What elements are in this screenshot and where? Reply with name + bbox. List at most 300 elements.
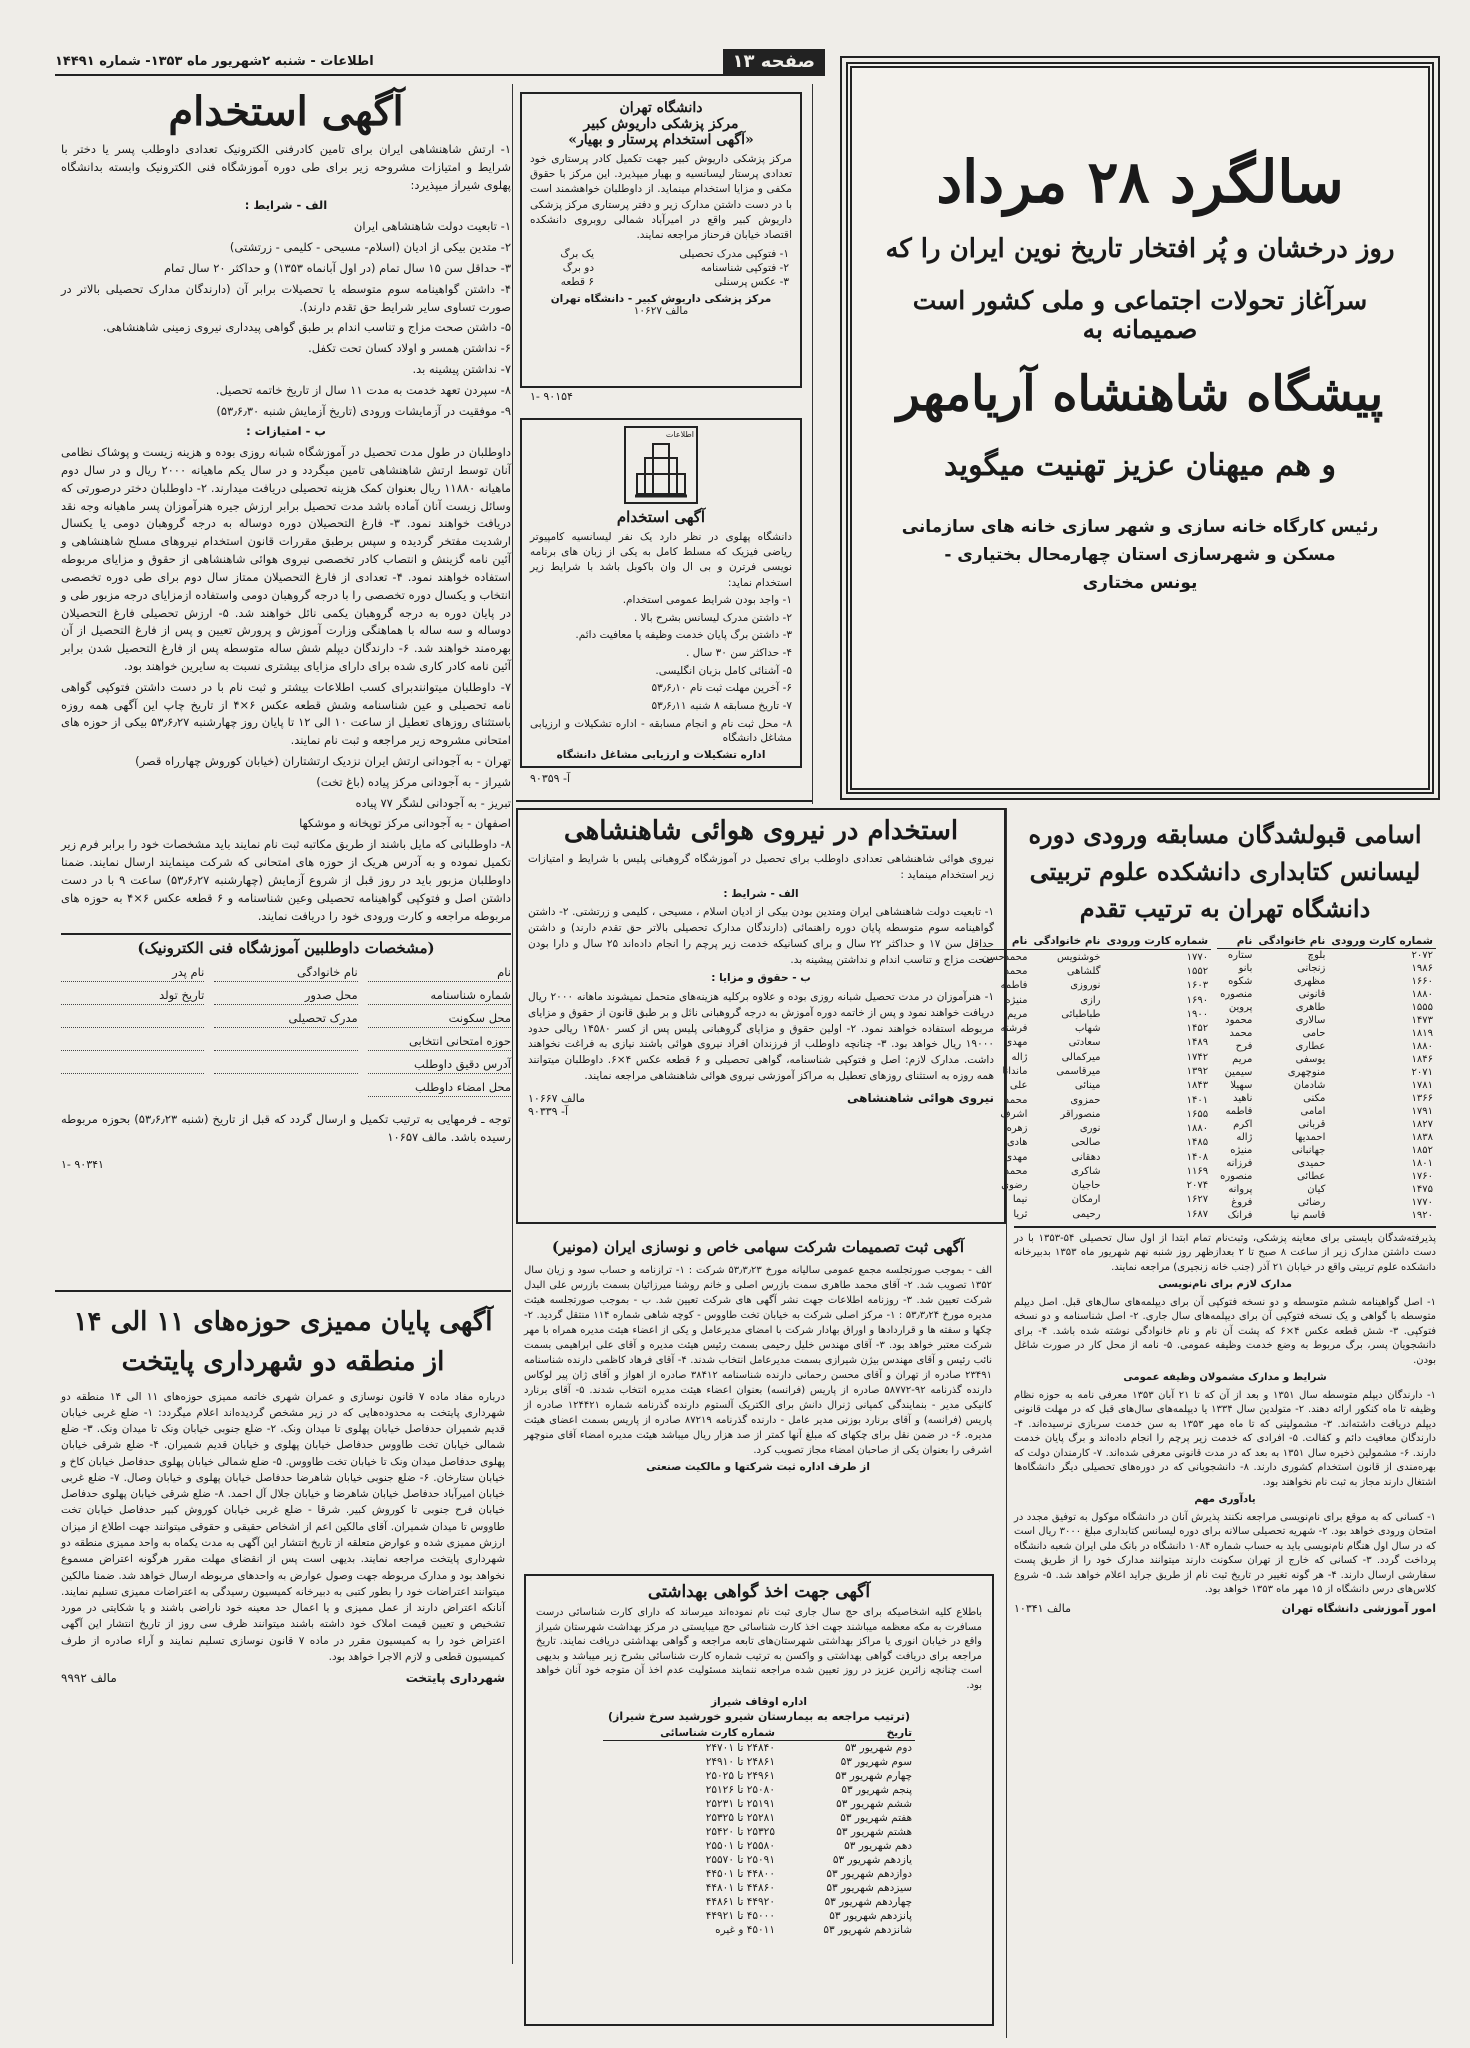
table-row — [979, 1007, 1211, 1021]
table-row — [603, 1797, 915, 1811]
table-cell: ۱۶۶۰ — [1411, 975, 1433, 987]
airforce-ad — [516, 808, 1006, 1224]
table-cell: ژاله — [1011, 1051, 1028, 1063]
municipal-code: مالف ۹۹۹۲ — [61, 1671, 117, 1686]
table-cell: مکنی — [1303, 1092, 1326, 1104]
table-cell: ستاره — [1227, 949, 1253, 961]
table-cell: ۱۵۵۲ — [1186, 965, 1209, 977]
university-logo — [624, 426, 698, 504]
pahlavi-cond: ۶- آخرین مهلت ثبت نام ۵۳٫۶٫۱۰ — [651, 682, 792, 695]
table-cell: حمیدی — [1297, 1157, 1326, 1169]
table-cell: رضوی — [1001, 1180, 1028, 1192]
employment-cond: ۶- نداشتن همسر و اولاد کسان تحت تکفل. — [308, 341, 511, 356]
table-row — [979, 993, 1211, 1007]
table-cell: ۱۸۲۷ — [1411, 1118, 1433, 1130]
health-title: آگهی جهت اخذ گواهی بهداشتی — [647, 1582, 871, 1602]
anniversary-line2: سرآغاز تحولات اجتماعی و ملی کشور است صمیمانه به — [912, 286, 1368, 344]
pahlavi-cond: ۳- داشتن برگ پایان خدمت وظیفه یا معافیت دائم. — [575, 629, 792, 642]
table-row — [603, 1783, 915, 1797]
table-cell: بلوچ — [1307, 949, 1326, 961]
table-row — [979, 1107, 1211, 1121]
table-cell: سهیلا — [1230, 1079, 1253, 1091]
table-cell: ماندانا — [1002, 1065, 1028, 1077]
table-cell: نوروزی — [1070, 980, 1101, 992]
table-cell: ۱۸۸۰ — [1411, 1040, 1433, 1052]
table-cell: چهارم شهریور ۵۳ — [835, 1770, 913, 1782]
table-row — [1217, 988, 1436, 1001]
table-cell: بانو — [1238, 962, 1253, 974]
airforce-perks: ۱- هنرآموزان در مدت تحصیل شبانه روزی بوده و علاوه برکلیه هزینه‌های متحمل نمیشوند ماهانه ۲۰۰۰ ریال دریافت خواهند نمود و پس از خاتمه دوره آموزش به درجه گروهبانی نائل و بر طبق قانون از حقوق و مزایای مربوطه استفاده خواهند نمود. ۲- اولین حقوق و مزایای گروهبانی پلیس پس از کسر ۱۴۵۸۰ ریالی حدود ۱۹۰۰۰ ریال خواهد بود. ۳- چنانچه داوطلب از فرزندان افراد نیروی هوائی باشند نیازی به فراغت نخواهند داشت. مدارک لازم: اصل و فتوکپی شناسنامه، گواهی تحصیلی و ۶ قطعه عکس ۴×۶. داوطلبان میتوانند همه روزه به استثنای روزهای تعطیل به مراکز آموزشی نیروی هوائی شاهنشاهی مراجعه نمایند. — [528, 991, 995, 1082]
table-cell: دوم شهریور ۵۳ — [845, 1742, 913, 1754]
airforce-code: مالف ۱۰۶۶۷ — [528, 1091, 586, 1105]
employment-registration: ۷- داوطلبان میتوانندبرای کسب اطلاعات بیشتر و ثبت نام با در دست داشتن فتوکپی گواهی نامه تحصیلی و عین شناسنامه وشش قطعه عکس ۶×۴ از تاریخ چاپ این آگهی همه روزه باستثنای روزهای تعطیل از ساعت ۱۰ الی ۱۲ تا پایان روز چهارشنبه ۵۳٫۶٫۲۷ بیکی از حوزه های امتحانی مشروحه زیر مراجعه و ثبت نام نمایند. — [61, 679, 511, 748]
table-cell: ۲۵۳۲۵ تا ۲۵۴۲۰ — [705, 1826, 775, 1838]
table-cell: طاهری — [1295, 1001, 1326, 1013]
table-row — [979, 1193, 1211, 1207]
health-ad — [524, 1574, 994, 2026]
table-cell: مهدی — [1004, 1151, 1028, 1163]
table-cell: جهانبانی — [1291, 1144, 1326, 1156]
table-row — [1217, 1183, 1436, 1196]
table-cell: شادمان — [1293, 1079, 1326, 1091]
table-cell: فرزانه — [1226, 1157, 1253, 1169]
table-row — [979, 1036, 1211, 1050]
table-cell: ۲۵۲۸۱ تا ۲۵۳۲۵ — [705, 1812, 775, 1824]
anniversary-sign2: مسکن و شهرسازی استان چهارمحال بختیاری - — [944, 545, 1336, 565]
table-row — [603, 1881, 915, 1895]
airforce-section-b: ب - حقوق و مزایا : — [711, 972, 811, 985]
results-body: پذیرفته‌شدگان بایستی برای معاینه پزشکی، وثبت‌نام تمام ابتدا از اول سال تحصیلی ۵۴-۱۳۵۳ با در دست داشتن مدارک زیر از ساعت ۸ صبح تا ۲ بعدازظهر روز شنبه نهم شهریور ماه ۱۳۵۳ بدبیرخانه دانشکده علوم تربیتی واقع در خیابان ۲۱ آذر (جنب خانه زنجیری) مراجعه نمایند. — [1014, 1232, 1436, 1273]
table-cell: ۱۷۶۰ — [1411, 1170, 1433, 1182]
table-cell: فاطمه — [1000, 980, 1028, 992]
table-cell: ۴۵۰۱۱ و غیره — [715, 1924, 775, 1936]
table-cell: ۱۹۸۶ — [1411, 962, 1433, 974]
employment-cond: ۹- موفقیت در آزمایشات ورودی (تاریخ آزمایش شنبه ۵۳٫۶٫۳۰) — [216, 403, 511, 418]
table-cell: پروانه — [1228, 1183, 1253, 1195]
form-field-family: نام خانوادگی — [214, 965, 357, 982]
employment-footer: توجه ـ فرمهایی به ترتیب تکمیل و ارسال گردد که قبل از تاریخ (شنبه ۵۳٫۶٫۲۳) بحوزه مربوطه رسیده باشد. مالف ۱۰۶۵۷ — [61, 1112, 511, 1145]
table-row — [1217, 1157, 1436, 1170]
table-row — [979, 1079, 1211, 1093]
table-cell: ۱۹۲۰ — [1411, 1209, 1433, 1221]
employment-cond: ۸- سپردن تعهد خدمت به مدت ۱۱ سال از تاریخ خاتمه تحصیل. — [215, 382, 511, 397]
table-cell: محمد — [1229, 1027, 1253, 1039]
table-cell: دهقانی — [1071, 1151, 1101, 1163]
health-schedule — [603, 1726, 915, 1937]
table-cell: ۱۴۰۱ — [1186, 1094, 1209, 1106]
employment-ad — [55, 84, 517, 1282]
tehran-univ-line1: دانشگاه تهران — [619, 100, 703, 116]
results-docs: ۱- اصل گواهینامه ششم متوسطه و دو نسخه فتوکپی آن برای دیپلمه‌های سال‌های قبل. اصل دیپلم متوسطه با گواهی و یک نسخه فتوکپی آن برای دیپلمه‌های سال جاری. ۲- اصل شناسنامه و دو نسخه فتوکپی. ۳- شش قطعه عکس ۴×۶ که پشت آن نام و نام خانوادگی نوشته شده باشد. ۴- برای دانشجویان پسر، برگ مربوط به وضع خدمت وظیفه عمومی. ۵- نامه از محل کار در صورت شاغل بودن. — [1014, 1296, 1436, 1366]
table-cell: پانزدهم شهریور ۵۳ — [829, 1910, 913, 1922]
form-field-blank — [214, 1034, 357, 1051]
table-cell: یازدهم شهریور ۵۳ — [832, 1854, 913, 1866]
table-row — [979, 1207, 1211, 1221]
table-row: ۳- عکس پرسنلی ۶ قطعه — [560, 276, 789, 289]
pahlavi-cond: ۴- حداکثر سن ۳۰ سال . — [685, 646, 792, 659]
anniversary-sign3: یونس مختاری — [1082, 573, 1198, 593]
table-row — [1217, 1131, 1436, 1144]
form-field-blank — [214, 1057, 357, 1074]
table-cell: فاطمه — [1225, 1105, 1253, 1117]
table-cell: حاجیان — [1071, 1180, 1101, 1192]
form-field-blank — [61, 1011, 204, 1028]
table-cell: سیزدهم شهریور ۵۳ — [826, 1882, 913, 1894]
table-cell: فرح — [1235, 1040, 1253, 1052]
table-cell: شانزدهم شهریور ۵۳ — [823, 1924, 913, 1936]
table-cell: ۴۴۹۲۰ تا ۴۴۸۶۱ — [705, 1896, 775, 1908]
table-row — [1217, 1092, 1436, 1105]
anniversary-ad — [846, 62, 1434, 794]
table-header: شماره کارت ورودی نام خانوادگی نام — [979, 934, 1211, 950]
form-field-exam-center: حوزه امتحانی انتخابی — [368, 1034, 511, 1051]
table-row — [1217, 1196, 1436, 1209]
company-ad — [516, 1232, 1000, 1568]
table-row — [1217, 975, 1436, 988]
tower-logo-icon — [631, 438, 691, 502]
table-cell: هشتم شهریور ۵۳ — [836, 1826, 913, 1838]
table-cell: منصوره — [1220, 1170, 1253, 1182]
tehran-univ-body: مرکز پزشکی داریوش کبیر جهت تکمیل کادر پرستاری خود تعدادی پرستار لیسانسیه و بهیار میپذیرد. این مرکز با حقوق مکفی و مزایا استخدام مینماید. از داوطلبان خواهشمند است با در دست داشتن مدارک زیر و دفتر پرستاری مرکز پزشکی داریوش کبیر واقع در امیرآباد شمالی روبروی دانشکده اقتصاد خیابان فرحناز مراجعه نمایند. — [530, 153, 792, 242]
table-cell: صالحی — [1071, 1137, 1101, 1149]
form-field-blank — [61, 1057, 204, 1074]
tehran-univ-ad — [520, 92, 802, 388]
table-cell: منصوره — [1220, 988, 1253, 1000]
table-cell: ۲۵۰۹۱ تا ۲۵۵۷۰ — [705, 1854, 775, 1866]
table-cell: ششم شهریور ۵۳ — [836, 1798, 913, 1810]
table-cell: ۱۵۵۵ — [1411, 1001, 1433, 1013]
tehran-univ-line2: مرکز پزشکی داریوش کبیر — [583, 116, 739, 132]
airforce-intro: نیروی هوائی شاهنشاهی تعدادی داوطلب برای تحصیل در آموزشگاه گروهبانی پلیس با شرایط و امتیازات زیر استخدام مینماید : — [528, 853, 994, 881]
table-cell: اکرم — [1233, 1118, 1253, 1130]
anniversary-line1: روز درخشان و پُر افتخار تاریخ نوین ایران را که — [885, 234, 1395, 264]
table-cell: ۱۸۸۰ — [1186, 1123, 1209, 1135]
table-cell: ثریا — [1013, 1208, 1028, 1220]
airforce-ref: آ- ۹۰۳۳۹ — [528, 1104, 569, 1118]
table-cell: منصوراقر — [1060, 1108, 1101, 1120]
tehran-univ-code: مالف ۱۰۶۲۷ — [633, 305, 689, 318]
table-cell: محمد — [1004, 1165, 1028, 1177]
results-table — [981, 934, 1436, 1222]
table-cell: خوشنویس — [1057, 951, 1101, 963]
employment-ref: ۱- ۹۰۳۴۱ — [61, 1158, 104, 1172]
results-docs-title: مدارک لازم برای نام‌نویسی — [1158, 1279, 1292, 1291]
table-row — [1217, 1144, 1436, 1157]
employment-cond: ۴- داشتن گواهینامه سوم متوسطه یا تحصیلات برابر آن (دارندگان مدارک تحصیلی بالاتر در صورت تساوی سایر شرایط حق تقدم دارند). — [61, 281, 511, 314]
table-cell: ۱۷۸۱ — [1411, 1079, 1433, 1091]
tehran-univ-docs — [530, 247, 792, 289]
table-cell: مظهری — [1293, 975, 1326, 987]
employment-intro: ۱- ارتش شاهنشاهی ایران برای تامین کادرفنی الکترونیک تعدادی داوطلب پسر یا دختر با شرایط و امتیازات مشروحه زیر برای طی دوره آموزشگاه فنی الکترونیک وابسته بدانشگاه پهلوی شیراز میپذیرد: — [61, 142, 511, 192]
table-cell: رحیمی — [1072, 1208, 1101, 1220]
health-sign: اداره اوقاف شیراز — [710, 1696, 808, 1708]
table-cell: نوری — [1079, 1123, 1101, 1135]
table-cell: امامی — [1300, 1105, 1326, 1117]
table-cell: ۱۶۲۷ — [1186, 1194, 1209, 1206]
table-row — [1217, 1170, 1436, 1183]
table-cell: منوچهری — [1287, 1066, 1326, 1078]
table-cell: پنجم شهریور ۵۳ — [841, 1784, 913, 1796]
table-cell: هفتم شهریور ۵۳ — [840, 1812, 913, 1824]
table-row — [603, 1867, 915, 1881]
form-field-blank — [61, 1034, 204, 1051]
table-cell: ۱۴۵۲ — [1186, 1023, 1209, 1035]
table-cell: کیان — [1307, 1183, 1326, 1195]
municipal-title: آگهی پایان ممیزی حوزه‌های ۱۱ الی ۱۴ از منطقه دو شهرداری پایتخت — [73, 1307, 493, 1378]
employment-cond: ۷- نداشتن پیشینه بد. — [412, 361, 511, 376]
table-row: ۱- فتوکپی مدرک تحصیلی یک برگ — [560, 248, 789, 261]
table-cell: ۱۷۴۲ — [1186, 1051, 1209, 1063]
table-row — [1217, 962, 1436, 975]
company-title: آگهی ثبت تصمیمات شرکت سهامی خاص و نوسازی ایران (مونیر) — [551, 1238, 965, 1256]
table-cell: ۲۰۷۲ — [1411, 949, 1433, 961]
municipal-ad — [55, 1298, 511, 2038]
table-cell: فرانک — [1227, 1209, 1253, 1221]
table-row — [1217, 1027, 1436, 1040]
table-cell: زهره — [1006, 1123, 1028, 1135]
pahlavi-univ-body: دانشگاه پهلوی در نظر دارد یک نفر لیسانسیه کامپیوتر ریاضی فیزیک که مسلط کامل به یکی از زبان های برنامه نویسی فرترن و بی ال وان باکوبل باشد با شرایط زیر استخدام نماید: — [530, 531, 792, 589]
results-table-left — [979, 934, 1211, 1222]
form-field-signature: محل امضاء داوطلب — [368, 1080, 511, 1097]
table-cell: ۱۶۵۵ — [1186, 1108, 1209, 1120]
table-cell: قانونی — [1298, 988, 1326, 1000]
table-row — [1217, 1040, 1436, 1053]
table-cell: ژاله — [1236, 1131, 1253, 1143]
form-field-residence: محل سکونت — [368, 1011, 511, 1028]
employment-section-a: الف - شرایط : — [244, 198, 328, 213]
table-row — [979, 1164, 1211, 1178]
results-note-title: یادآوری مهم — [1194, 1494, 1256, 1506]
table-cell: ۴۴۸۶۰ تا ۴۴۸۰۱ — [705, 1882, 775, 1894]
table-cell: شهاب — [1075, 1023, 1101, 1035]
table-cell: ۲۰۷۴ — [1186, 1180, 1209, 1192]
table-cell: نیما — [1012, 1194, 1028, 1206]
tehran-univ-ref: ۱- ۹۰۱۵۴ — [530, 390, 573, 403]
table-cell: منیژه — [1230, 1144, 1253, 1156]
employment-perks: داوطلبان در طول مدت تحصیل در آموزشگاه شبانه روزی بوده و هزینه زیست و پوشاک نظامی آنان توسط ارتش شاهنشاهی تامین میگردد و در سال یکم ماهیانه ۲۰۰۰ ریال و در سال دوم ماهیانه ۱۱۸۸۰ ریال بعنوان کمک هزینه تحصیلی دریافت میدارند. ۲- داوطلبان دختر درصورتی که وسائل زیست آنان آماده باشد مدت تحصیل برابر ارزش جیره هنرآموزان پسر ماهیانه وجه نقد دریافت خواهند نمود. ۳- فارغ التحصیلان دوره دوساله به درجه گروهبان دومی یا یکسال ارشدیت مفتخر گردیده و سپس برطبق مقررات قانون استخدام نیروهای مسلح شاهنشاهی و آئین نامه گزینش و انتصاب کادر تخصصی نیروی هوائی شاهنشاهی از حقوق و مزایای مربوطه استفاده خواهند نمود. ۴- تعدادی از فارغ التحصیلان ممتاز سال دوم برای طی دوره تخصصی انتخاب و یکسال دوره تخصصی را با درجه گروهبان دومی واستفاده ازمزایای درجه مزبور طی و در پایان دوره به درجه گروهبان یکمی نائل خواهند شد. ۵- ارزش تحصیلی فارغ التحصیلان دوساله و سه ساله با هماهنگی وزارت آموزش و پرورش تعیین و پس از فارغ التحصیل از آن بهره‌مند خواهند شد. ۶- دارندگان دیپلم شش ساله متوسطه پس از فارغ التحصیل شدن برابر آئین نامه کادر کاری شده برای دارای مزایای بیشتری نسبت به سایرین خواهند بود. — [61, 445, 512, 673]
tehran-univ-sign: مرکز پزشکی داریوش کبیر - دانشگاه تهران — [550, 293, 772, 306]
table-cell: ۱۹۰۰ — [1186, 1008, 1209, 1020]
table-row — [603, 1769, 915, 1783]
table-cell: عطائی — [1297, 1170, 1326, 1182]
table-cell: ۱۸۳۸ — [1411, 1131, 1433, 1143]
table-cell: ۱۷۹۱ — [1411, 1105, 1433, 1117]
table-cell: مریم — [1232, 1053, 1253, 1065]
employment-city: تهران - به آجودانی ارتش ایران نزدیک ارتشتاران (خیابان کوروش چهارراه قصر) — [135, 754, 511, 768]
table-cell: ۲۴۹۶۱ تا ۲۵۰۲۵ — [705, 1770, 775, 1782]
table-cell: ۲۵۰۸۰ تا ۲۵۱۲۶ — [705, 1784, 775, 1796]
table-row — [1217, 1053, 1436, 1066]
table-row — [1217, 1105, 1436, 1118]
form-field-birth: تاریخ تولد — [61, 988, 204, 1005]
table-cell: محمد — [1004, 1094, 1028, 1106]
table-cell: ۱۴۷۳ — [1411, 1014, 1433, 1026]
table-cell: مهدی — [1004, 1037, 1028, 1049]
health-body: باطلاع کلیه اشخاصیکه برای حج سال جاری ثبت نام نموده‌اند میرساند که دارای کارت شناسائی درست مسافرت به مکه معظمه میباشند جهت اخذ کارت شناسائی حج میبایستی در مرکز بهداشت شهرستان شیراز واقع در خیابان انوری یا مراکز بهداشتی شهرستان‌های تابعه مراجعه و گواهی بهداشتی دریافت نمایند. تاریخ مراجعه برای دریافت گواهی بهداشتی و واکسن به ترتیب شماره کارت شناسائی بشرح زیر میباشد و بدیهی است چنانچه زائرین عزیز در روز تعیین شده مراجعه ننمایند مسئولیت عدم اخذ آن متوجه خود آنان خواهد بود. — [536, 1607, 982, 1691]
airforce-sign: نیروی هوائی شاهنشاهی — [847, 1090, 994, 1105]
table-cell: ۱۸۴۳ — [1186, 1080, 1209, 1092]
table-cell: ۱۷۷۰ — [1411, 1196, 1433, 1208]
logo-caption: اطلاعات — [665, 430, 694, 439]
pahlavi-cond: ۸- محل ثبت نام و انجام مسابقه - اداره تشکیلات و ارزیابی مشاغل دانشگاه — [530, 717, 792, 745]
table-cell: گلشاهی — [1066, 965, 1101, 977]
employment-title: آگهی استخدام — [168, 88, 404, 135]
table-cell: احمدیها — [1294, 1131, 1326, 1143]
table-cell: علی — [1009, 1080, 1028, 1092]
table-cell: سالاری — [1295, 1014, 1326, 1026]
table-cell: شاکری — [1070, 1165, 1101, 1177]
employment-cond: ۲- متدین بیکی از ادیان (اسلام- مسیحی - کلیمی - زرتشتی) — [229, 240, 511, 255]
masthead — [55, 48, 825, 76]
form-field-degree: مدرک تحصیلی — [214, 1011, 357, 1028]
tehran-univ-line3: «آگهی استخدام پرستار و بهیار» — [568, 132, 754, 148]
table-row — [1217, 1014, 1436, 1027]
table-row — [1217, 1001, 1436, 1014]
table-row — [1217, 1209, 1436, 1222]
table-cell: ۱۸۱۹ — [1411, 1027, 1433, 1039]
table-cell: فروغ — [1231, 1196, 1253, 1208]
municipal-sign: شهرداری پایتخت — [405, 1671, 505, 1686]
table-row — [603, 1755, 915, 1769]
table-row — [603, 1909, 915, 1923]
health-sub: (ترتیب مراجعه به بیمارستان شیرو خورشید سرخ شیراز) — [607, 1710, 911, 1723]
page-number: صفحه ۱۳ — [723, 49, 826, 74]
table-cell: ۱۳۶۶ — [1411, 1092, 1433, 1104]
table-row — [1217, 948, 1436, 962]
results-notes: ۱- کسانی که به موقع برای نام‌نویسی مراجعه نکنند پذیرش آنان در دانشگاه موکول به توفیق مجدد در امتحان ورودی خواهد بود. ۲- شهریه تحصیلی سالانه برای دوره لیسانس کتابداری مبلغ ۳۰۰۰ ریال است که در سال اول هنگام نام‌نویسی باید به حساب شماره ۱۰۸۴ دانشگاه در بانک ملی ایران شعبه دانشگاه پرداخت گردد. ۳- کسانی که خارج از تهران سکونت دارند میتوانند مدارک خود را از طریق پست سفارشی ارسال دارند. ۴- هر گونه تغییر در تاریخ ثبت نام از طریق جراید اعلام خواهد شد. ۵- شروع کلاس‌های درس دانشگاه از ۱۵ مهر ماه ۱۳۵۳ خواهد بود. — [1014, 1511, 1436, 1596]
airforce-title: استخدام در نیروی هوائی شاهنشاهی — [563, 816, 959, 846]
pahlavi-cond: ۵- آشنائی کامل بزبان انگلیسی. — [655, 664, 792, 677]
airforce-conds: ۱- تابعیت دولت شاهنشاهی ایران ومتدین بودن بیکی از ادیان اسلام ، مسیحی ، کلیمی و زرتشتی. ۲- داشتن گواهینامه سوم متوسطه پایان دوره راهنمائی (دارندگان مدارک تحصیلی بالاتر حق تقدم دارند) و داشتن حداقل سن ۱۷ و حداکثر ۲۲ سال و برای کسانیکه خدمت زیر پرچم را انجام داده‌اند ۲۵ سال و دارا بودن صحت مزاج و تناسب اندام و نداشتن پیشینه بد. — [528, 906, 994, 966]
airforce-section-a: الف - شرایط : — [723, 887, 799, 900]
employment-body — [61, 141, 511, 925]
results-cond-title: شرایط و مدارک مشمولان وظیفه عمومی — [1123, 1372, 1327, 1384]
table-row — [603, 1895, 915, 1909]
table-row — [979, 1150, 1211, 1164]
table-row — [979, 964, 1211, 978]
pahlavi-cond: ۲- داشتن مدرک لیسانس بشرح بالا . — [633, 611, 792, 624]
table-cell: محمدحسن — [981, 951, 1028, 963]
municipal-body: درباره مفاد ماده ۷ قانون نوسازی و عمران شهری خاتمه ممیزی حوزه‌های ۱۱ الی ۱۴ منطقه دو شهرداری پایتخت به محدوده‌هایی که در زیر مشخص گردیده‌اند اعلام میگردد: ۱- ضلع غربی خیابان قدیم شمیران حدفاصل خیابان پهلوی تا میدان ونک. ۲- ضلع جنوبی خیابان ونک تا میدان ونک. ۳- ضلع شمالی خیابان تخت طاووس حدفاصل خیابان پهلوی و خیابان قدیم شمیران. ۴- ضلع شرقی خیابان پهلوی حدفاصل میدان ونک تا خیابان تخت طاووس. ۵- ضلع شمالی خیابان پهلوی حدفاصل خیابان کاخ و خیابان ستارخان. ۶- ضلع جنوبی خیابان شاهرضا حدفاصل خیابان پهلوی و خیابان وصال. ۷- ضلع غربی خیابان امیرآباد حدفاصل خیابان شاهرضا و خیابان جلال آل احمد. ۸- ضلع شرقی خیابان پهلوی حدفاصل خیابان فرح جنوبی تا کوروش کبیر. شرقا - ضلع غربی خیابان کوروش کبیر حدفاصل خیابان تخت طاووس تا میدان شمیران. آقای مالکین اعم از اشخاص حقیقی و حقوقی میتوانند جهت اطلاع از میزان ارزش ممیزی شده و عوارض متعلقه از تاریخ انتشار این آگهی به مدت یکماه به واحد ممیزی منطقه دو شهرداری پایتخت مراجعه نمایند. بدیهی است پس از انقضای مهلت مقرر هرگونه اعتراض مسموع نخواهد بود و مدارک مربوطه جهت وصول عوارض به واحدهای مربوطه ارسال خواهد شد. ضمنا مالکین میتوانند اعتراضات خود را بطور کتبی به دبیرخانه کمیسیون رسیدگی به اعتراضات ممیزی تسلیم نمایند. آنانکه اعتراض دارند از عمل ممیزی و یا اعمال حد معینه خود ناراضی باشند و یا شکایتی در مورد تشخیص و تعیین قیمت املاک خود داشته باشند میتوانند ظرف سی روز از تاریخ انتشار این آگهی اعتراض خود را به کمیسیون مقرر در ماده ۷ قانون نوسازی تسلیم نمایند و آراء صادره از طرف کمیسیون قطعی و لازم الاجرا خواهد بود. — [61, 1390, 506, 1663]
employment-city: اصفهان - به آجودانی مرکز توپخانه و موشکها — [299, 816, 511, 831]
table-cell: ۱۶۰۳ — [1186, 980, 1209, 992]
table-cell: قاسم نیا — [1290, 1209, 1326, 1221]
table-cell: ۱۴۸۹ — [1186, 1037, 1209, 1049]
table-cell: پروین — [1228, 1001, 1253, 1013]
table-cell: محمد — [1004, 965, 1028, 977]
table-row — [603, 1853, 915, 1867]
table-cell: ۱۶۹۰ — [1186, 994, 1209, 1006]
table-cell: ۴۴۸۰۰ تا ۴۴۵۰۱ — [705, 1868, 775, 1880]
table-cell: میرکمالی — [1061, 1051, 1101, 1063]
table-cell: زنجانی — [1297, 962, 1326, 974]
table-cell: ۲۴۸۴۰ تا ۲۴۷۰۱ — [705, 1742, 775, 1754]
table-row — [603, 1923, 915, 1937]
table-cell: منیژه — [1005, 994, 1028, 1006]
pahlavi-univ-ad — [520, 418, 802, 768]
table-cell: سوم شهریور ۵۳ — [840, 1756, 913, 1768]
table-row — [1217, 1066, 1436, 1079]
pahlavi-cond: ۱- واجد بودن شرایط عمومی استخدام. — [622, 593, 792, 606]
form-field-father: نام پدر — [61, 965, 204, 982]
table-cell: دوازدهم شهریور ۵۳ — [826, 1868, 913, 1880]
anniversary-title: سالگرد ۲۸ مرداد — [936, 148, 1344, 216]
table-row — [603, 1839, 915, 1853]
table-cell: عطاری — [1295, 1040, 1326, 1052]
table-row — [979, 1064, 1211, 1078]
pahlavi-univ-ref: آ- ۹۰۳۵۹ — [530, 772, 571, 785]
table-cell: رضائی — [1297, 1196, 1326, 1208]
anniversary-line3: پیشگاه شاهنشاه آریامهر — [896, 366, 1384, 422]
table-cell: مینائی — [1074, 1080, 1101, 1092]
table-row — [979, 950, 1211, 965]
table-row — [979, 1050, 1211, 1064]
table-cell: ۱۸۸۰ — [1411, 988, 1433, 1000]
pahlavi-univ-title: آگهی استخدام — [616, 508, 706, 526]
table-cell: میرقاسمی — [1056, 1065, 1101, 1077]
employment-section-b: ب - امتیازات : — [246, 424, 326, 439]
table-row — [979, 1093, 1211, 1107]
pahlavi-cond: ۷- تاریخ مسابقه ۸ شنبه ۵۳٫۶٫۱۱ — [651, 700, 792, 712]
table-cell: سعادتی — [1068, 1037, 1101, 1049]
table-row — [979, 1179, 1211, 1193]
results-title: اسامی قبولشدگان مسابقه ورودی دوره لیسانس کتابداری دانشکده علوم تربیتی دانشگاه تهران به ترتیب تقدم — [1028, 820, 1422, 924]
applicant-form — [61, 965, 511, 1097]
pahlavi-univ-sign: اداره تشکیلات و ارزیابی مشاغل دانشگاه — [556, 749, 766, 762]
table-cell: مریم — [1007, 1008, 1028, 1020]
table-cell: ۱۶۸۷ — [1186, 1208, 1209, 1220]
form-field-name: نام — [368, 965, 511, 982]
table-cell: دهم شهریور ۵۳ — [844, 1840, 913, 1852]
table-cell: ۱۱۶۹ — [1186, 1165, 1209, 1177]
company-body: الف - بموجب صورتجلسه مجمع عمومی سالیانه مورخ ۵۳٫۳٫۲۳ شرکت : ۱- ترازنامه و حساب سود و زیان سال ۱۳۵۲ تصویب شد. ۲- آقای محمد طاهری سمت بازرس اصلی و خانم روشنا میرزائیان بسمت بازرس علی البدل شرکت تعیین شد. ۳- روزنامه اطلاعات جهت نشر آگهی های شرکت تعیین شد. ب - بموجب صورتجلسه هیئت مدیره مورخ ۵۳٫۳٫۲۴ : ۱- مرکز اصلی شرکت به خیابان تخت طاووس - کوچه شاهی شماره ۱۱۴ منتقل گردید. ۲- چکها و سفته ها و قراردادها و اوراق بهادار شرکت با امضای مدیرعامل و یکی از اعضاء هیئت مدیره همراه با مهر شرکت معتبر خواهد بود. ۳- آقای مهندس خلیل رحیمی بسمت رئیس هیئت مدیره و آقای علی ابراهیمی بسمت نائب رئیس و آقای مهندس بیژن شیرازی بسمت مدیرعامل انتخاب شدند. ۴- آقای فرهاد کاظمی دارنده شناسنامه ۲۳۴۹۱ صادره از تهران و آقای محسن رحمانی دارنده شناسنامه ۳۸۴۱۲ صادره از اهواز و آقای ژان پیر لوکاس دارنده گذرنامه ۹۲-۵۸۷۷۲ صادره از پاریس (فرانسه) بعنوان اعضاء هیئت مدیره انتخاب شدند. ۵- آقای برنارد کانیکی مدیر - بنمایندگی کمپانی ژنرال دانش برای الکتریک آلستوم دارنده گذرنامه شماره ۱۲۴۴۲۱ صادره از پاریس (فرانسه) و آقای برنارد بوزنی مدیر عامل - دارنده گذرنامه ۸۷۲۱۹ صادره از پاریس بسمت اعضای هیئت مدیره. ۶- در ضمن نقل برای چکهای که مبلغ آنها کمتر از صد هزار ریال میباشد هیئت مدیره امضاء آقای منوچهر اشرفی را بعنوان یکی از صاحبان امضاء مجاز تصویب کرد. — [524, 1264, 993, 1456]
table-row — [979, 979, 1211, 993]
table-cell: ۲۵۵۸۰ تا ۲۵۵۰۱ — [705, 1840, 775, 1852]
employment-cond: ۳- حداقل سن ۱۵ سال تمام (در اول آبانماه ۱۳۵۳) و حداکثر ۲۰ سال تمام — [163, 260, 511, 275]
anniversary-sign1: رئیس کارگاه خانه سازی و شهر سازی خانه های سازمانی — [901, 517, 1379, 537]
employment-mail-note: ۸- داوطلبانی که مایل باشند از طریق مکاتبه ثبت نام نمایند باید مشخصات خود را برابر فرم زیر تکمیل نموده و به آدرس هریک از حوزه های امتحانی که شرکت مینمایند ارسال نمایند. ضمنا داوطلبان مزبور باید در روز قبل از شروع آزمایش (چهارشنبه ۵۳٫۶٫۲۷) ساعت ۹ با در دست داشتن اصل و فتوکپی گواهینامه تحصیلی وعین شناسنامه و ۶ قطعه عکس ۶×۴ به حوزه های مربوطه مراجعه و کارت ورودی خود را دریافت نمایند. — [61, 837, 511, 923]
table-cell: محمود — [1225, 1014, 1253, 1026]
company-sign: از طرف اداره ثبت شرکتها و مالکیت صنعتی — [646, 1460, 870, 1473]
employment-cond: ۵- داشتن صحت مزاج و تناسب اندام بر طبق گواهی پیدداری نیروی زمینی شاهنشاهی. — [102, 320, 511, 335]
table-row: ۲- فتوکپی شناسنامه دو برگ — [562, 262, 789, 275]
table-cell: ۴۵۰۰۰ تا ۴۴۹۲۱ — [705, 1910, 775, 1922]
table-cell: حمزوی — [1070, 1094, 1101, 1106]
table-row — [979, 1136, 1211, 1150]
form-field-address: آدرس دقیق داوطلب — [368, 1057, 511, 1074]
table-row — [603, 1811, 915, 1825]
table-cell: ارمکان — [1071, 1194, 1101, 1206]
table-cell: ۲۴۸۶۱ تا ۲۴۹۱۰ — [705, 1756, 775, 1768]
table-header: شماره کارت ورودی نام خانوادگی نام — [1217, 934, 1436, 949]
table-cell: ۱۷۷۰ — [1186, 951, 1209, 963]
table-row — [1217, 1118, 1436, 1131]
anniversary-line4: و هم میهنان عزیز تهنیت میگوید — [943, 448, 1337, 483]
results-table-right — [1217, 934, 1436, 1222]
table-cell: ۱۸۵۲ — [1411, 1144, 1433, 1156]
table-cell: ۱۸۰۱ — [1411, 1157, 1433, 1169]
table-row — [603, 1741, 915, 1756]
table-cell: یوسفی — [1295, 1053, 1326, 1065]
table-cell: ناهید — [1233, 1092, 1253, 1104]
table-cell: قربانی — [1298, 1118, 1326, 1130]
table-cell: ۲۰۷۱ — [1411, 1066, 1433, 1078]
masthead-meta: اطلاعات - شنبه ۲شهریور ماه ۱۳۵۳- شماره ۱۴۴۹۱ — [55, 53, 374, 69]
table-header: تاریخ شماره کارت شناسائی — [603, 1726, 915, 1741]
table-row — [1217, 1079, 1436, 1092]
results-conds: ۱- دارندگان دیپلم متوسطه سال ۱۳۵۱ و بعد از آن که تا ۲۱ آبان ۱۳۵۳ معرفی نامه به حوزه نظام وظیفه تا ماه کنکور ارائه دهند. ۲- متولدین سال ۱۳۳۴ یا دیپلمه‌های سال‌های قبل که در مهلت قانونی دیپلم دریافت داشته‌اند. ۳- مشمولینی که تا ماه مهر ۱۳۵۳ به سن خدمت سربازی نرسیده‌اند. ۴- دارندگان معافیت دائم و کفالت. ۵- افرادی که خدمت زیر پرچم را انجام داده‌اند و برگ پایان خدمت دارند. ۶- مشمولین ذخیره سال ۱۳۵۱ به بعد که در مدت قانونی معرفی شده‌اند. ۷- کارمندان دولت که بهره‌مندی از قانون استخدام کشوری دارند. ۸- دانشجویانی که در دوره‌های تحصیلی دیگر دانشگاه‌ها اشتغال دارند مجاز به ثبت نام نخواهند بود. — [1014, 1389, 1437, 1488]
table-cell: چهاردهم شهریور ۵۳ — [824, 1896, 913, 1908]
